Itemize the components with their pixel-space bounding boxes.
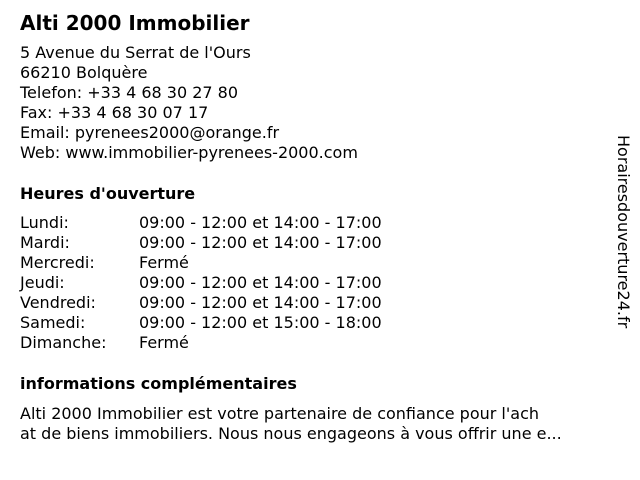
time-value: Fermé bbox=[139, 253, 189, 272]
time-value: Fermé bbox=[139, 333, 189, 352]
hours-table bbox=[20, 213, 382, 353]
time-value: 09:00 - 12:00 et 14:00 - 17:00 bbox=[139, 213, 382, 232]
time-value: 09:00 - 12:00 et 14:00 - 17:00 bbox=[139, 273, 382, 292]
business-name: Alti 2000 Immobilier bbox=[20, 11, 250, 35]
hours-row-monday bbox=[20, 213, 382, 233]
hours-row-thursday bbox=[20, 273, 382, 293]
day-label: Jeudi: bbox=[20, 273, 65, 292]
hours-row-sunday bbox=[20, 333, 382, 353]
site-watermark-label: Horairesdouverture24.fr bbox=[614, 135, 633, 329]
day-label: Lundi: bbox=[20, 213, 69, 232]
description-line-2: at de biens immobiliers. Nous nous engageons à vous offrir une e... bbox=[20, 424, 562, 443]
hours-row-saturday bbox=[20, 313, 382, 333]
address-line-1: 5 Avenue du Serrat de l'Ours bbox=[20, 43, 251, 62]
phone-number: Telefon: +33 4 68 30 27 80 bbox=[20, 83, 239, 102]
description-line-1: Alti 2000 Immobilier est votre partenaire de confiance pour l'ach bbox=[20, 404, 540, 423]
hours-title: Heures d'ouverture bbox=[20, 184, 196, 203]
fax-number: Fax: +33 4 68 30 07 17 bbox=[20, 103, 209, 122]
time-value: 09:00 - 12:00 et 14:00 - 17:00 bbox=[139, 293, 382, 312]
hours-row-friday bbox=[20, 293, 382, 313]
hours-row-tuesday bbox=[20, 233, 382, 253]
time-value: 09:00 - 12:00 et 15:00 - 18:00 bbox=[139, 313, 382, 332]
day-label: Mercredi: bbox=[20, 253, 95, 272]
website: Web: www.immobilier-pyrenees-2000.com bbox=[20, 143, 358, 162]
day-label: Vendredi: bbox=[20, 293, 96, 312]
contact-block bbox=[20, 43, 358, 163]
hours-row-wednesday bbox=[20, 253, 382, 273]
day-label: Dimanche: bbox=[20, 333, 107, 352]
time-value: 09:00 - 12:00 et 14:00 - 17:00 bbox=[139, 233, 382, 252]
day-label: Mardi: bbox=[20, 233, 70, 252]
info-title: informations complémentaires bbox=[20, 374, 297, 393]
email-address: Email: pyrenees2000@orange.fr bbox=[20, 123, 280, 142]
day-label: Samedi: bbox=[20, 313, 86, 332]
address-line-2: 66210 Bolquère bbox=[20, 63, 148, 82]
description bbox=[20, 404, 616, 444]
